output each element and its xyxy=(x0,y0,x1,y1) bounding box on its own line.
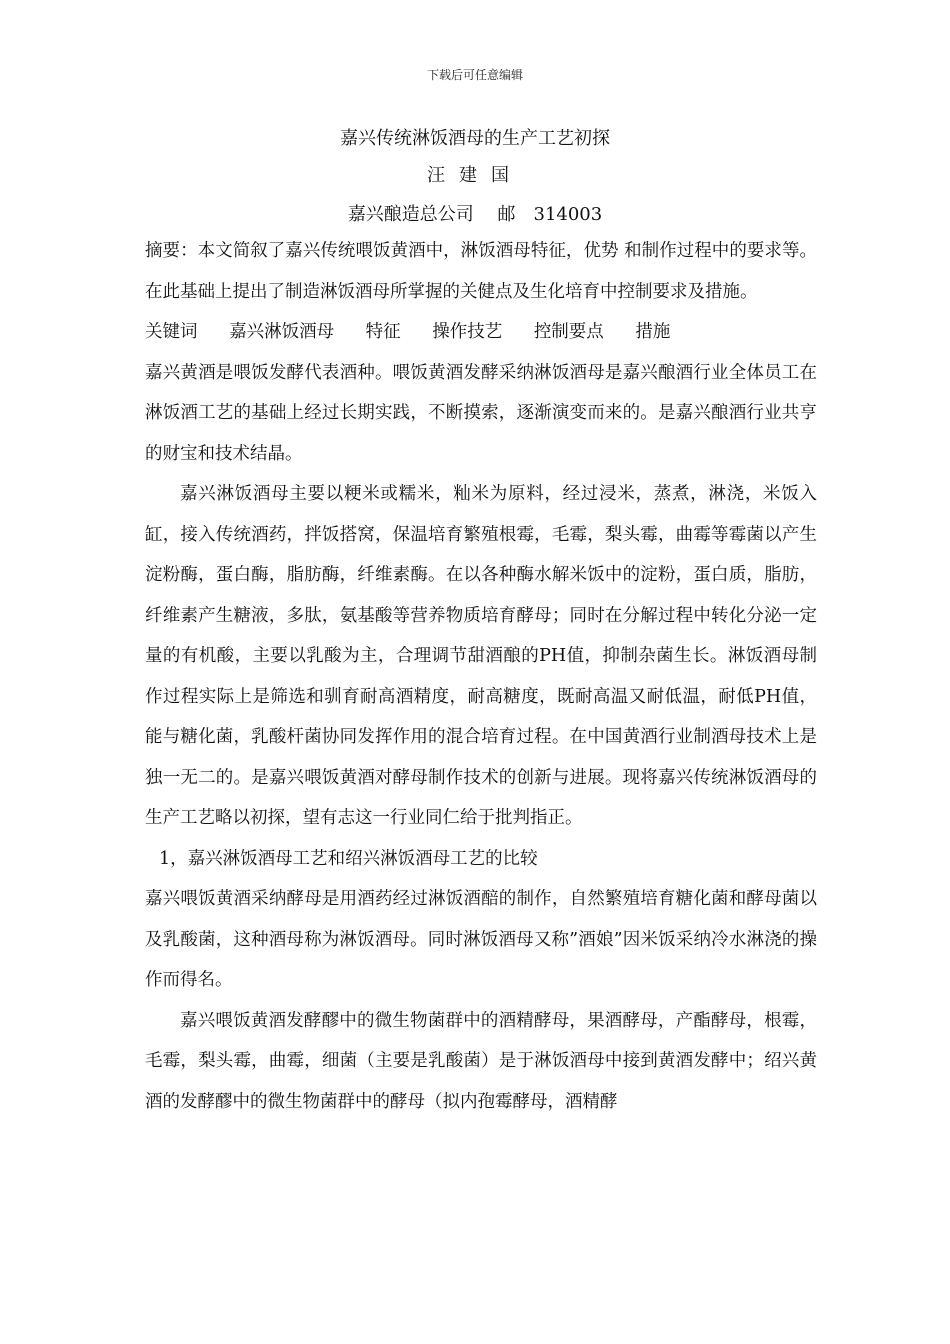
keyword: 操作技艺 xyxy=(432,322,503,342)
paragraph: 嘉兴黄酒是喂饭发酵代表酒种。喂饭黄酒发酵采纳淋饭酒母是嘉兴酿酒行业全体员工在淋饭酒工艺的基础上经过长期实践，不断摸索，逐渐演变而来的。是嘉兴酿酒行业共亨的财宝和技术结晶。 xyxy=(145,362,817,464)
keyword: 嘉兴淋饭酒母 xyxy=(229,322,335,342)
page-header: 下载后可任意编辑 xyxy=(426,68,523,82)
keyword: 措施 xyxy=(635,322,671,342)
keyword: 特征 xyxy=(365,322,401,342)
author-affiliation: 嘉兴酿造总公司 邮 314003 xyxy=(347,204,603,225)
document-body xyxy=(145,231,817,1122)
section-heading: 1，嘉兴淋饭酒母工艺和绍兴淋饭酒母工艺的比较 xyxy=(159,848,538,869)
document-title: 嘉兴传统淋饭酒母的生产工艺初探 xyxy=(340,128,610,149)
author-name: 汪建国 xyxy=(427,165,523,186)
paragraph: 嘉兴喂饭黄酒发酵醪中的微生物菌群中的酒精酵母，果酒酵母，产酯酵母，根霉，毛霉，梨头霉，曲霉，细菌（主要是乳酸菌）是于淋饭酒母中接到黄酒发酵中；绍兴黄酒的发酵醪中的微生物菌群中的酵母（拟内孢霉酵母，酒精酵 xyxy=(145,1010,817,1112)
paragraph: 嘉兴淋饭酒母主要以粳米或糯米，籼米为原料，经过浸米，蒸煮，淋浇，米饭入缸，接入传统酒药，拌饭搭窝，保温培育繁殖根霉，毛霉，梨头霉，曲霉等霉菌以产生淀粉酶，蛋白酶，脂肪酶，纤维素酶。在以各种酶水解米饭中的淀粉，蛋白质，脂肪，纤维素产生糖液，多肽，氨基酸等营养物质培育酵母；同时在分解过程中转化分泌一定量的有机酸，主要以乳酸为主，合理调节甜酒酿的PH值，抑制杂菌生长。淋饭酒母制作过程实际上是筛选和驯育耐高酒精度，耐高糖度，既耐高温又耐低温，耐低PH值，能与糖化菌，乳酸杆菌协同发挥作用的混合培育过程。在中国黄酒行业制酒母技术上是独一无二的。是嘉兴喂饭黄酒对酵母制作技术的创新与进展。现将嘉兴传统淋饭酒母的生产工艺略以初探，望有志这一行业同仁给于批判指正。 xyxy=(145,484,817,828)
keywords xyxy=(145,312,817,353)
keyword: 控制要点 xyxy=(533,322,604,342)
keywords-label: 关键词 xyxy=(145,322,198,342)
paragraph: 嘉兴喂饭黄酒采纳酵母是用酒药经过淋饭酒醅的制作，自然繁殖培育糖化菌和酵母菌以及乳酸菌，这种酒母称为淋饭酒母。同时淋饭酒母又称”酒娘”因米饭采纳冷水淋浇的操作而得名。 xyxy=(145,889,817,990)
abstract: 摘要：本文简叙了嘉兴传统喂饭黄酒中，淋饭酒母特征，优势 和制作过程中的要求等。在此基础上提出了制造淋饭酒母所掌握的关健点及生化培育中控制要求及措施。 xyxy=(145,241,817,302)
